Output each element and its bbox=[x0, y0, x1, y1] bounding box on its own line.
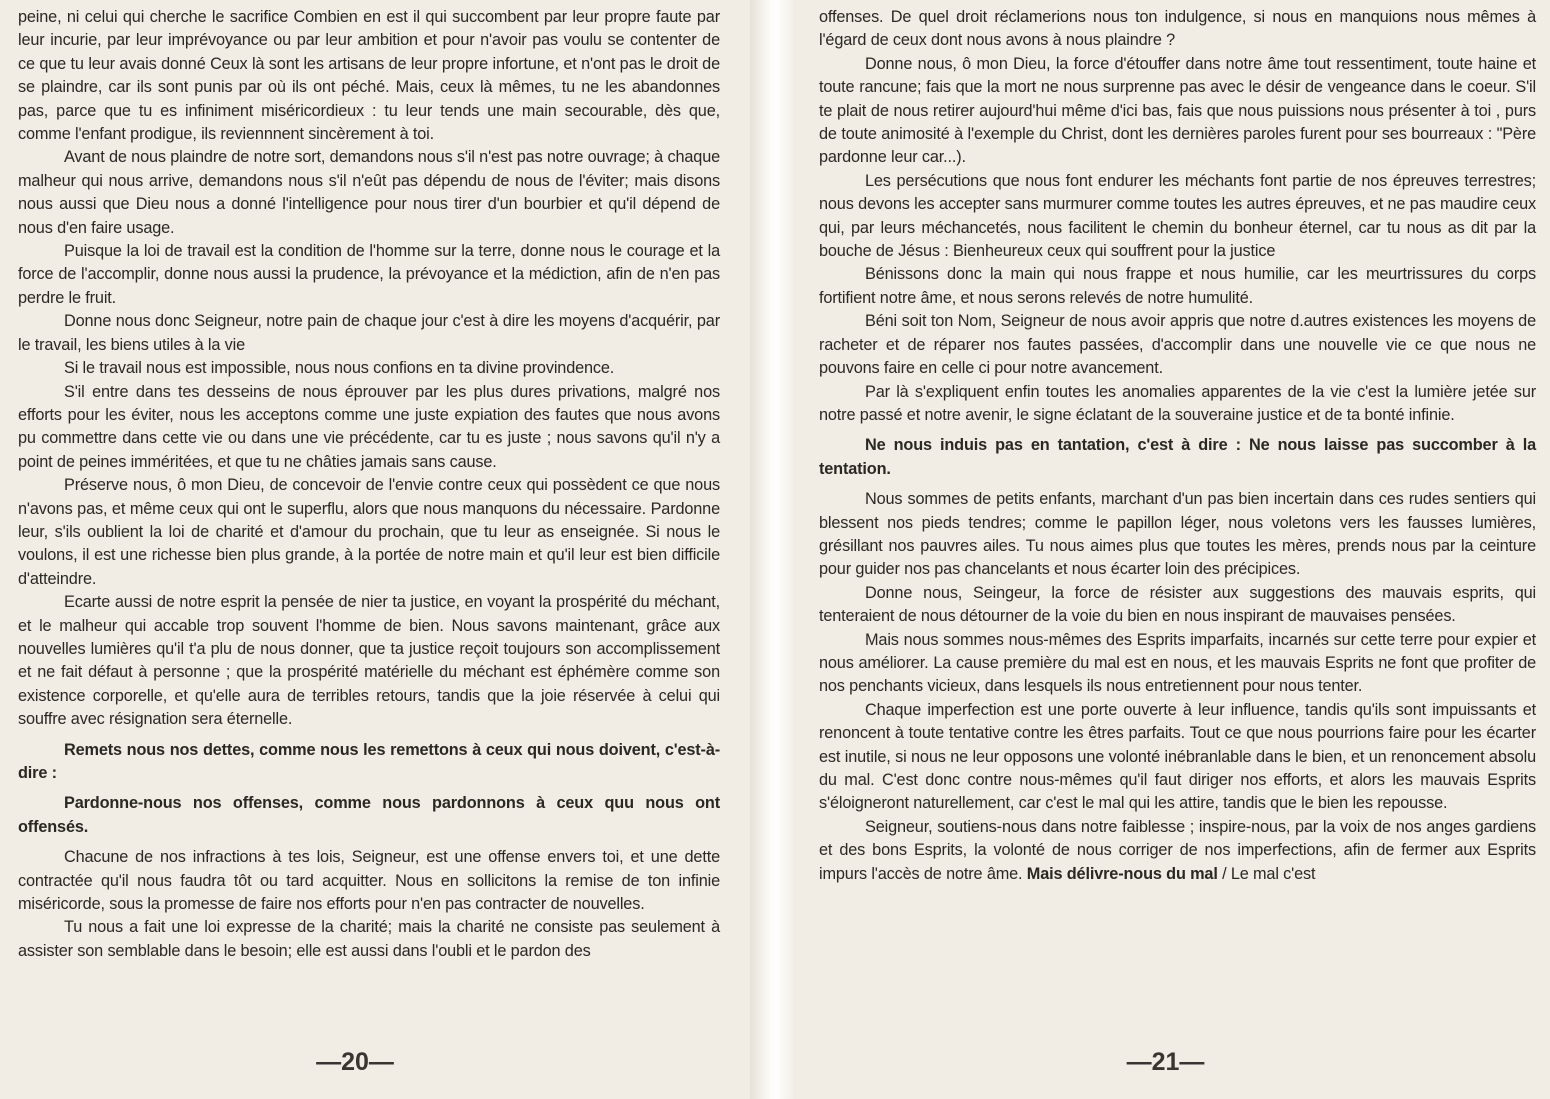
paragraph: Donne nous donc Seigneur, notre pain de chaque jour c'est à dire les moyens d'acquérir, par le travail, les biens utiles à la vie bbox=[18, 312, 720, 354]
paragraph: Avant de nous plaindre de notre sort, demandons nous s'il n'est pas notre ouvrage; à chaque malheur qui nous arrive, demandons nous s'il n'eût pas dépendu de nous de l'éviter; mais disons nous aussi que Dieu nous a donné l'intelligence pour nous tirer d'un bourbier et qu'il dépend de nous d'en faire usage. bbox=[18, 148, 720, 237]
paragraph: Donne nous, ô mon Dieu, la force d'étouffer dans notre âme tout ressentiment, toute haine et toute rancune; fais que la mort ne nous surprenne pas avec le désir de vengeance dans le coeur. S'il te plait de nous retirer aujourd'hui même d'ici bas, fais que nous puissions nous présenter à toi , purs de toute animosité à l'exemple du Christ, dont les dernières paroles furent pour ses bourreaux : "Père pardonne leur car...). bbox=[819, 54, 1536, 167]
paragraph-tail: / Le mal c'est bbox=[1217, 864, 1316, 883]
prayer-heading: Remets nous nos dettes, comme nous les remettons à ceux qui nous doivent, c'est-à-dire : bbox=[18, 740, 720, 782]
paragraph: S'il entre dans tes desseins de nous éprouver par les plus dures privations, malgré nos efforts pour les éviter, nous les acceptons comme une juste expiation des fautes que nous avons pu commettre dans cette vie ou dans une vie précédente, car tu es juste ; nous savons qu'il n'y a point de peines imméritées, et que tu ne châties jamais sans cause. bbox=[18, 382, 720, 471]
paragraph: Béni soit ton Nom, Seigneur de nous avoir appris que notre d.autres existences les moyens de racheter et de réparer nos fautes passées, d'accomplir dans une nouvelle vie ce que nous ne pouvons faire en celle ci pour notre avancement. bbox=[819, 312, 1536, 378]
paragraph: Nous sommes de petits enfants, marchant d'un pas bien incertain dans ces rudes sentiers qui blessent nos pieds tendres; comme le papillon léger, nous voletons vers les fausses lumières, grésillant nos pauvres ailes. Tu nous aimes plus que toutes les mères, prends nous par la ceinture pour guider nos pas chancelants et nous écarter loin des précipices. bbox=[819, 490, 1536, 579]
paragraph: offenses. De quel droit réclamerions nous ton indulgence, si nous en manquions nous mêmes à l'égard de ceux dont nous avons à nous plaindre ? bbox=[819, 8, 1536, 50]
paragraph: Chaque imperfection est une porte ouverte à leur influence, tandis qu'ils sont impuissants et renoncent à toute tentative contre les êtres parfaits. Tout ce que nous pourrions faire pour les écarter est inutile, si nous ne leur opposons une volonté inébranlable dans le bien, et un renoncement absolu du mal. C'est donc contre nous-mêmes qu'il faut diriger nos efforts, et alors les mauvais Esprits s'éloigneront naturellement, car c'est le mal qui les attire, tandis que le bien les repousse. bbox=[819, 700, 1536, 813]
paragraph-text: Seigneur, soutiens-nous dans notre faiblesse ; inspire-nous, par la voix de nos anges gardiens et des bons Esprits, la volonté de nous corriger de nos imperfections, afin de fermer aux Esprits impurs l'accès de notre âme. bbox=[819, 817, 1536, 883]
paragraph: Puisque la loi de travail est la condition de l'homme sur la terre, donne nous le courage et la force de l'accomplir, donne nous aussi la prudence, la prévoyance et la médiction, afin de n'en pas perdre le fruit. bbox=[18, 242, 720, 307]
book-gutter bbox=[750, 0, 793, 1099]
page-number: —21— bbox=[1126, 1048, 1205, 1076]
paragraph: Donne nous, Seingeur, la force de résister aux suggestions des mauvais esprits, qui tenteraient de nous détourner de la voie du bien en nous inspirant de mauvaises pensées. bbox=[819, 583, 1536, 626]
prayer-heading-inline: Mais délivre-nous du mal bbox=[1026, 864, 1218, 883]
paragraph: Chacune de nos infractions à tes lois, Seigneur, est une offense envers toi, et une dette contractée qu'il nous faudra tôt ou tard acquitter. Nous en sollicitons la remise de ton infinie miséricorde, sous la promesse de faire nos efforts pour n'en pas contracter de nouvelles. bbox=[18, 848, 720, 914]
prayer-heading: Ne nous induis pas en tantation, c'est à dire : Ne nous laisse pas succomber à la tentation. bbox=[819, 436, 1536, 478]
paragraph: Les persécutions que nous font endurer les méchants font partie de nos épreuves terrestres; nous devons les accepter sans murmurer comme toutes les autres épreuves, et ne pas maudire ceux qui, par leurs méchancetés, nous facilitent le chemin du bonheur éternel, car tu nous as dit par la bouche de Jésus : Bienheureux ceux qui souffrent pour la justice bbox=[819, 171, 1536, 261]
right-page-text bbox=[819, 6, 1536, 886]
left-page-text bbox=[18, 6, 720, 963]
paragraph: Ecarte aussi de notre esprit la pensée de nier ta justice, en voyant la prospérité du méchant, et le malheur qui accable trop souvent l'homme de bien. Nous savons maintenant, grâce aux nouvelles lumières qu'il t'a plu de nous donner, que ta justice reçoit toujours son accomplissement et ne fait défaut à personne ; que la prospérité matérielle du méchant est éphémère comme son existence corporelle, et qu'elle aura de terribles retours, tandis que la joie réservée à celui qui souffre avec résignation sera éternelle. bbox=[18, 593, 720, 729]
paragraph: Tu nous a fait une loi expresse de la charité; mais la charité ne consiste pas seulement à assister son semblable dans le besoin; elle est aussi dans l'oubli et le pardon des bbox=[18, 918, 720, 960]
paragraph: Par là s'expliquent enfin toutes les anomalies apparentes de la vie c'est la lumière jetée sur notre passé et notre avenir, le signe éclatant de la souveraine justice et de ta bonté infinie. bbox=[819, 382, 1536, 424]
paragraph: Préserve nous, ô mon Dieu, de concevoir de l'envie contre ceux qui possèdent ce que nous n'avons pas, et même ceux qui ont le superflu, alors que nous manquons du nécessaire. Pardonne leur, s'ils oublient la loi de charité et d'amour du prochain, que tu leur as enseignée. Si nous le voulons, il est une richesse bien plus grande, à la portée de notre main et qu'il leur est bien difficile d'atteindre. bbox=[18, 476, 720, 588]
paragraph bbox=[819, 816, 1536, 886]
paragraph: peine, ni celui qui cherche le sacrifice Combien en est il qui succombent par leur propre faute par leur incurie, par leur imprévoyance ou par leur ambition et pour n'avoir pas voulu se contenter de ce que tu leur avais donné Ceux là sont les artisans de leur propre infortune, et n'ont pas le droit de se plaindre, car ils sont punis par où ils ont péché. Mais, ceux là mêmes, tu ne les abandonnes pas, parce que tu es infiniment miséricordieux : tu leur tends une main secourable, dès que, comme l'enfant prodigue, ils reviennnent sincèrement à toi. bbox=[18, 8, 720, 144]
right-page bbox=[793, 0, 1550, 1099]
left-page bbox=[0, 0, 750, 1099]
prayer-heading: Pardonne-nous nos offenses, comme nous pardonnons à ceux quu nous ont offensés. bbox=[18, 794, 720, 836]
paragraph: Bénissons donc la main qui nous frappe et nous humilie, car les meurtrissures du corps fortifient notre âme, et nous serons relevés de notre humulité. bbox=[819, 265, 1536, 307]
paragraph: Mais nous sommes nous-mêmes des Esprits imparfaits, incarnés sur cette terre pour expier et nous améliorer. La cause première du mal est en nous, et les mauvais Esprits ne font que profiter de nos penchants vicieux, dans lesquels ils nous entretiennent pour nous tenter. bbox=[819, 630, 1536, 696]
paragraph: Si le travail nous est impossible, nous nous confions en ta divine provindence. bbox=[64, 359, 615, 378]
page-number: —20— bbox=[316, 1048, 394, 1076]
